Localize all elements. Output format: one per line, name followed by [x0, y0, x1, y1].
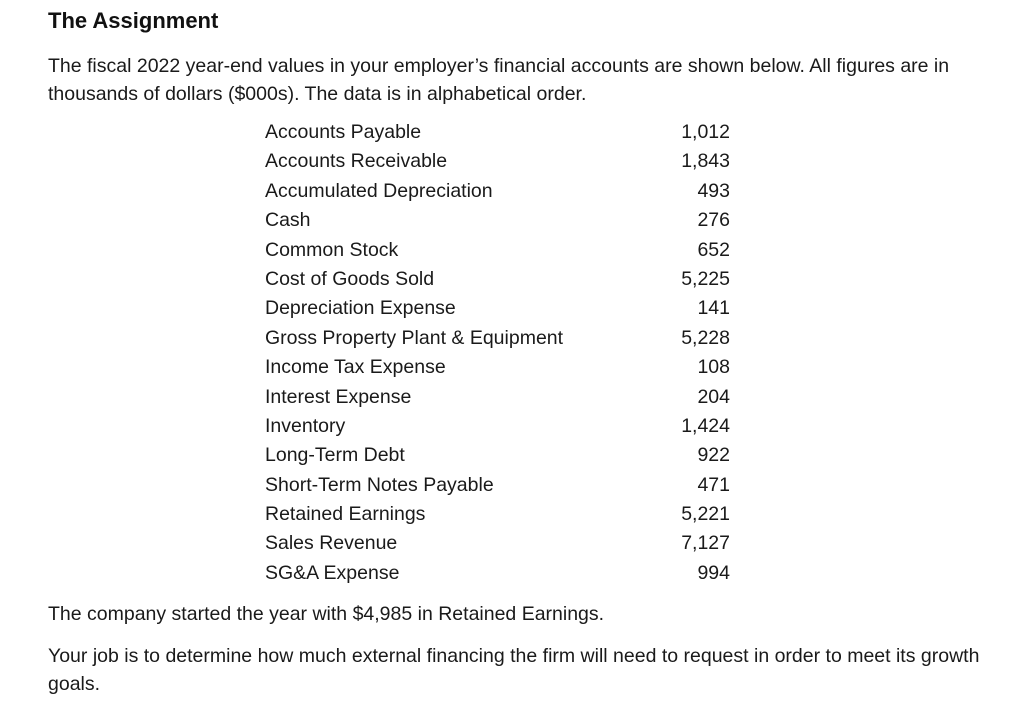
- account-value: 1,424: [681, 414, 730, 437]
- account-value: 1,843: [681, 150, 730, 173]
- account-name: Cost of Goods Sold: [265, 267, 435, 290]
- account-row: [265, 471, 730, 500]
- account-name: Interest Expense: [265, 385, 412, 408]
- account-value: 108: [697, 356, 730, 379]
- account-value: 5,221: [681, 503, 730, 526]
- account-value: 141: [697, 297, 730, 320]
- account-name: Cash: [265, 209, 311, 232]
- accounts-list: [265, 118, 730, 588]
- account-name: Inventory: [265, 414, 346, 437]
- task-paragraph: Your job is to determine how much external financing the firm will need to request in order to meet its growth goals.: [48, 645, 980, 696]
- account-name: Accounts Payable: [265, 121, 422, 143]
- account-name: Sales Revenue: [265, 532, 398, 555]
- account-row: [265, 118, 730, 147]
- account-name: Income Tax Expense: [265, 356, 446, 379]
- account-row: [265, 206, 730, 235]
- account-row: [265, 147, 730, 176]
- account-name: Accounts Receivable: [265, 150, 448, 173]
- account-name: Long-Term Debt: [265, 444, 405, 467]
- account-value: 1,012: [681, 121, 730, 143]
- account-value: 5,228: [681, 326, 730, 349]
- account-value: 493: [697, 179, 730, 202]
- intro-paragraph: The fiscal 2022 year-end values in your employer’s financial accounts are shown below. All figures are in thousands of dollars ($000s). The data is in alphabetical order.: [48, 55, 950, 105]
- account-row: [265, 265, 730, 294]
- account-value: 276: [697, 209, 730, 232]
- account-name: SG&A Expense: [265, 561, 400, 584]
- page-title: The Assignment: [48, 8, 219, 33]
- account-value: 204: [697, 385, 730, 408]
- account-row: [265, 559, 730, 588]
- starting-retained-earnings-note: The company started the year with $4,985 in Retained Earnings.: [48, 603, 605, 626]
- account-row: [265, 383, 730, 412]
- account-name: Accumulated Depreciation: [265, 179, 493, 202]
- account-row: [265, 441, 730, 470]
- account-value: 994: [697, 561, 730, 584]
- account-name: Retained Earnings: [265, 503, 426, 526]
- account-value: 7,127: [681, 532, 730, 555]
- account-row: [265, 529, 730, 558]
- account-name: Depreciation Expense: [265, 297, 456, 320]
- account-value: 922: [697, 444, 730, 467]
- account-row: [265, 500, 730, 529]
- account-row: [265, 412, 730, 441]
- account-row: [265, 324, 730, 353]
- account-row: [265, 294, 730, 323]
- account-value: 471: [697, 473, 730, 496]
- account-value: 652: [697, 238, 730, 261]
- account-row: [265, 353, 730, 382]
- account-name: Common Stock: [265, 238, 399, 261]
- assignment-document: [48, 0, 1008, 698]
- account-row: [265, 236, 730, 265]
- account-name: Gross Property Plant & Equipment: [265, 326, 564, 349]
- account-name: Short-Term Notes Payable: [265, 473, 494, 496]
- account-value: 5,225: [681, 267, 730, 290]
- account-row: [265, 177, 730, 206]
